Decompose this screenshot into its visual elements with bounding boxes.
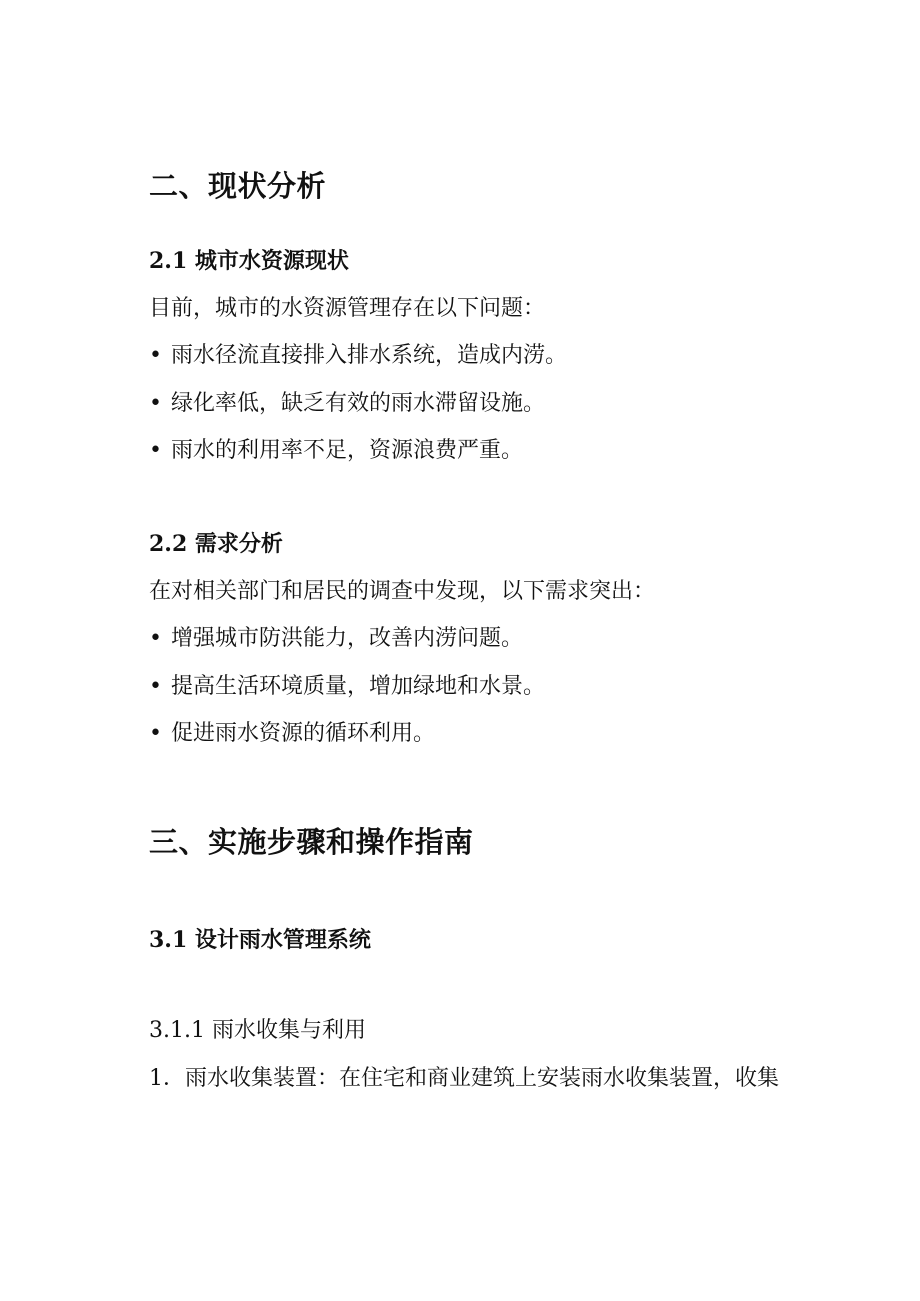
list-item bbox=[149, 672, 545, 702]
subsection-2-2-intro: 在对相关部门和居民的调查中发现，以下需求突出： bbox=[149, 579, 656, 604]
bullet-icon: • bbox=[149, 674, 162, 699]
subsection-2-2-heading: 2.2 需求分析 bbox=[149, 531, 283, 557]
bullet-icon: • bbox=[149, 438, 162, 463]
bullet-icon: • bbox=[149, 626, 162, 651]
list-item bbox=[149, 624, 523, 654]
bullet-icon: • bbox=[149, 391, 162, 416]
list-item bbox=[149, 436, 523, 466]
subsection-2-1-heading: 2.1 城市水资源现状 bbox=[149, 248, 349, 274]
list-item-text: 绿化率低，缺乏有效的雨水滞留设施。 bbox=[171, 391, 546, 416]
subsection-3-1-heading: 3.1 设计雨水管理系统 bbox=[149, 927, 371, 953]
numbered-item-1: 1．雨水收集装置：在住宅和商业建筑上安装雨水收集装置，收集 bbox=[149, 1066, 779, 1091]
list-item-text: 雨水径流直接排入排水系统，造成内涝。 bbox=[171, 343, 568, 368]
list-item-text: 雨水的利用率不足，资源浪费严重。 bbox=[171, 438, 524, 463]
list-item-text: 增强城市防洪能力，改善内涝问题。 bbox=[171, 626, 524, 651]
list-item-text: 提高生活环境质量，增加绿地和水景。 bbox=[171, 674, 546, 699]
subsection-3-1-1-heading: 3.1.1 雨水收集与利用 bbox=[149, 1018, 366, 1043]
bullet-icon: • bbox=[149, 721, 162, 746]
list-item bbox=[149, 341, 567, 371]
list-item-text: 促进雨水资源的循环利用。 bbox=[171, 721, 436, 746]
subsection-2-1-intro: 目前，城市的水资源管理存在以下问题： bbox=[149, 296, 546, 321]
section-2-title: 二、现状分析 bbox=[149, 169, 327, 203]
list-item bbox=[149, 719, 435, 749]
list-item bbox=[149, 389, 545, 419]
section-3-title: 三、实施步骤和操作指南 bbox=[149, 825, 474, 859]
bullet-icon: • bbox=[149, 343, 162, 368]
